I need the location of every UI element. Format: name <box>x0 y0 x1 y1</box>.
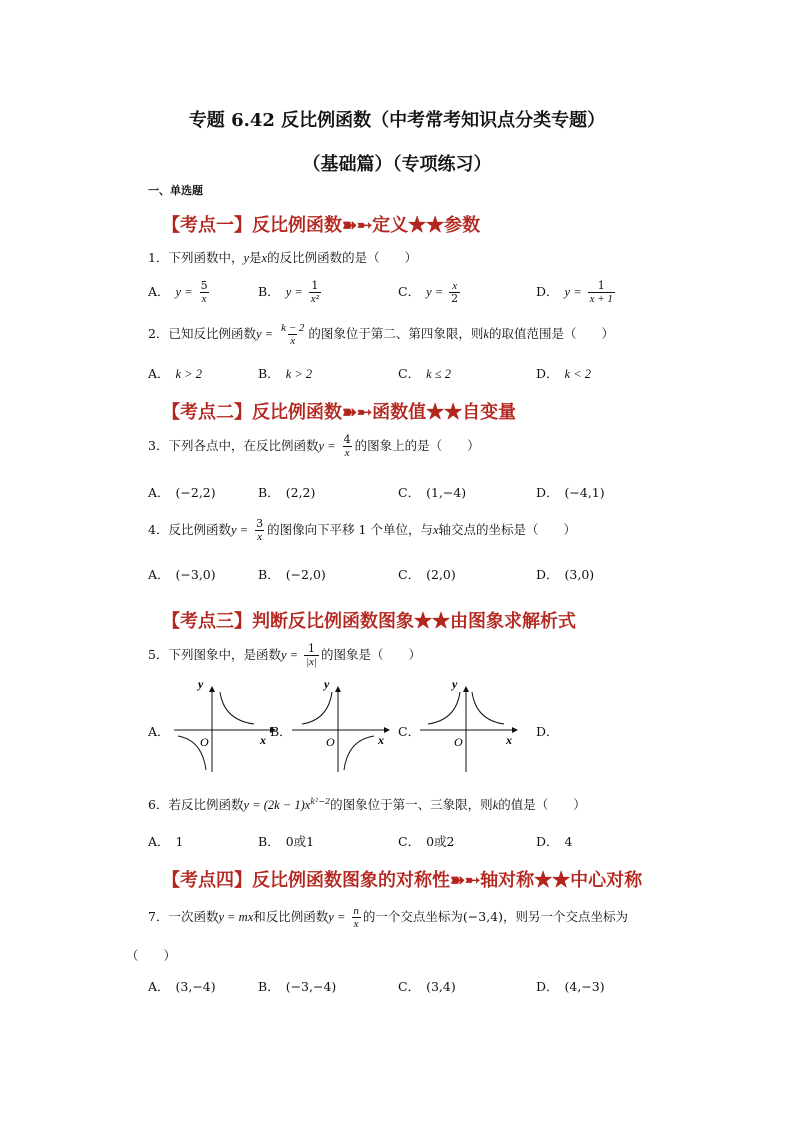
q7-option-b[interactable]: B． (−3,−4) <box>258 979 337 994</box>
q3-option-d[interactable]: D． (−4,1) <box>536 485 605 500</box>
q3-option-c[interactable]: C． (1,−4) <box>398 485 467 500</box>
q7-option-c[interactable]: C． (3,4) <box>398 979 456 994</box>
q6-option-a[interactable]: A． 1 <box>148 834 184 849</box>
q2-option-d[interactable]: D． k < 2 <box>536 366 592 381</box>
page-title: 专题 6.42 反比例函数（中考常考知识点分类专题） <box>188 110 606 131</box>
q5-option-a[interactable]: A． <box>148 724 170 739</box>
q5-graph-b[interactable] <box>288 680 398 775</box>
q6-option-c[interactable]: C． 0或2 <box>398 834 455 849</box>
q2-option-a[interactable]: A． k > 2 <box>148 366 203 381</box>
q4-option-c[interactable]: C． (2,0) <box>398 567 456 582</box>
x-axis-label: x <box>260 733 266 747</box>
q5-option-c[interactable]: C． <box>398 724 421 739</box>
q5-graph-a[interactable] <box>170 680 280 775</box>
q3-option-b[interactable]: B． (2,2) <box>258 485 316 500</box>
q3-option-a[interactable]: A． (−2,2) <box>148 485 216 500</box>
x-axis-label: x <box>506 733 512 747</box>
curve-quadrant-1 <box>472 692 504 724</box>
q1-option-d[interactable]: D． y = $\frac{1}{x + 1}$ <box>536 279 613 305</box>
kaodian-2-heading: 【考点二】反比例函数➽➸函数值★★自变量 <box>162 402 517 423</box>
y-axis-arrow <box>209 686 215 692</box>
q2-option-c[interactable]: C． k ≤ 2 <box>398 366 451 381</box>
q1-option-b[interactable]: B． y = $\frac{1}{\text{x²}}$ <box>258 279 319 305</box>
q4-option-a[interactable]: A． (−3,0) <box>148 567 216 582</box>
kaodian-4-heading: 【考点四】反比例函数图象的对称性➽➸轴对称★★中心对称 <box>162 870 643 891</box>
q2-option-b[interactable]: B． k > 2 <box>258 366 313 381</box>
kaodian-3-heading: 【考点三】判断反比例函数图象★★由图象求解析式 <box>162 611 576 632</box>
y-axis-label: y <box>198 680 204 691</box>
q4-option-d[interactable]: D． (3,0) <box>536 567 595 582</box>
x-axis-arrow <box>384 727 390 733</box>
x-axis-arrow <box>512 727 518 733</box>
section-heading: 一、单选题 <box>148 184 203 197</box>
question-2: 2．已知反比例函数y = $\frac{k - 2}{x}$ 的图象位于第二、第四象限，则k的取值范围是（ ） <box>148 322 614 347</box>
question-6: 6．若反比例函数$y = (2k - 1)x^{k^2-2}$的图象位于第一、三象限，则k的值是（ ） <box>148 796 586 812</box>
question-5: 5．下列图象中，是函数y = $\frac{1}{|x|}$ 的图象是（ ） <box>148 642 422 668</box>
page-subtitle: （基础篇）（专项练习） <box>302 154 492 175</box>
question-1: 1．下列函数中，y是x的反比例函数的是（ ） <box>148 250 418 265</box>
q7-option-d[interactable]: D． (4,−3) <box>536 979 605 994</box>
curve-quadrant-2 <box>302 692 332 724</box>
y-axis-label: y <box>324 680 330 691</box>
y-axis-arrow <box>335 686 341 692</box>
curve-quadrant-1 <box>220 692 254 724</box>
q5-option-b[interactable]: B． <box>270 724 292 739</box>
q1-option-a[interactable]: A． y = $\frac{5}{x}$ <box>148 279 208 305</box>
curve-quadrant-4 <box>344 736 374 770</box>
origin-label: O <box>454 735 463 749</box>
question-7: 7．一次函数y = mx和反比例函数y = $\frac{n}{x}$ 的一个交点坐标为(−3,4)，则另一个交点坐标为 <box>148 905 629 930</box>
y-axis-label: y <box>452 680 458 691</box>
q4-option-b[interactable]: B． (−2,0) <box>258 567 326 582</box>
q6-option-b[interactable]: B． 0或1 <box>258 834 315 849</box>
x-axis-label: x <box>378 733 384 747</box>
question-4: 4．反比例函数y = $\frac{3}{x}$ 的图像向下平移 1 个单位，与x轴交点的坐标是（ ） <box>148 517 577 543</box>
question-3: 3．下列各点中，在反比例函数y = $\frac{4}{x}$ 的图象上的是（ ） <box>148 433 480 459</box>
q5-graph-c[interactable] <box>416 680 526 775</box>
q5-option-d[interactable]: D． <box>536 724 559 739</box>
q7-option-a[interactable]: A． (3,−4) <box>148 979 216 994</box>
q6-option-d[interactable]: D． 4 <box>536 834 573 849</box>
kaodian-1-heading: 【考点一】反比例函数➽➸定义★★参数 <box>162 215 481 236</box>
q1-option-c[interactable]: C． y = $\frac{x}{2}$ <box>398 280 459 305</box>
origin-label: O <box>326 735 335 749</box>
curve-quadrant-2 <box>428 692 460 724</box>
origin-label: O <box>200 735 209 749</box>
question-7-answer-paren: （ ） <box>126 948 177 963</box>
y-axis-arrow <box>463 686 469 692</box>
